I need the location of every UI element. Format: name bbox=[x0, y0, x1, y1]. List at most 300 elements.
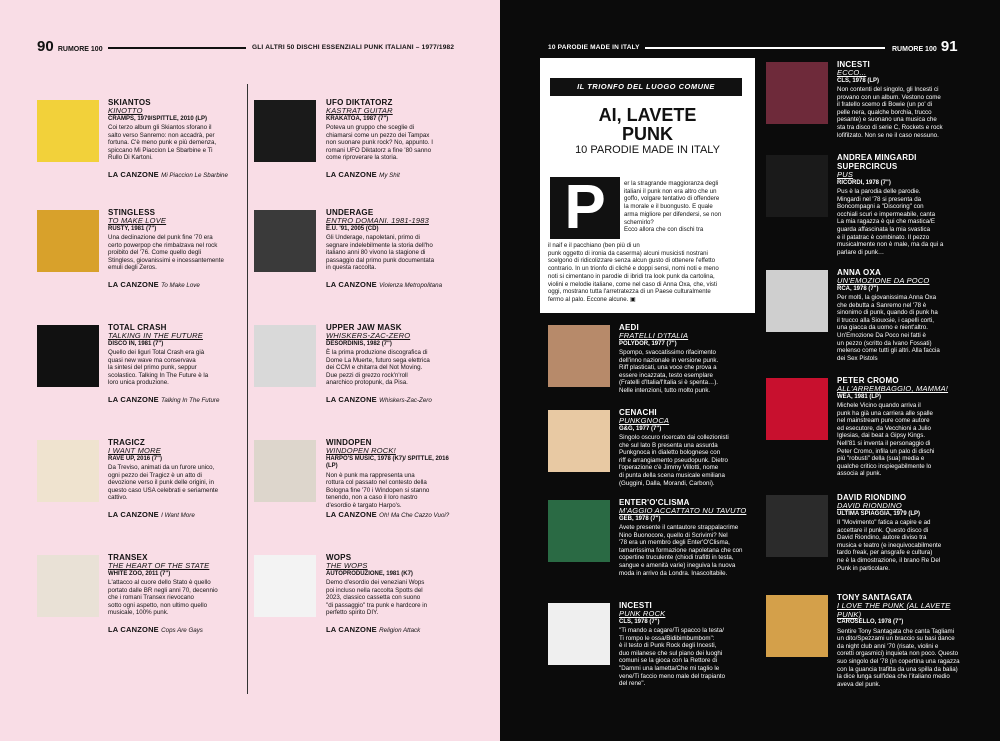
album-review bbox=[619, 524, 755, 577]
song-title: Whiskers-Zac-Zero bbox=[379, 397, 432, 404]
text-line: ogni pezzo dei Tragicz è un atto di bbox=[108, 471, 202, 479]
text-line: Michele Vicino quando arriva il bbox=[837, 402, 921, 410]
album-title: KINOTTO bbox=[108, 106, 143, 115]
text-line: occhiali scuri e impermeabile, canta bbox=[837, 210, 936, 218]
text-line: violini e melodie italiane, come nel caso di Anna Oxa, che, visti bbox=[548, 280, 718, 288]
text-line: italiano anni 80 vivono la stagione di bbox=[326, 249, 426, 257]
band-name: WINDOPEN bbox=[326, 438, 372, 447]
text-line: il trucco alla Siouxsie, i capelli corti, bbox=[837, 316, 934, 324]
featured-song bbox=[108, 281, 243, 290]
album-review bbox=[619, 434, 755, 487]
text-line: L'attacco al cuore dello Stato è quello bbox=[108, 579, 211, 587]
song-label: LA CANZONE bbox=[326, 625, 380, 634]
text-line: "Dammi una lametta/Che mi taglio le bbox=[619, 665, 720, 673]
text-line: Iglesias, dai beat a Gipsy Kings. bbox=[837, 432, 926, 440]
text-line: italiani il punk non era altro che un bbox=[624, 187, 717, 195]
text-line: fortuna. C'è meno punk e più demenza, bbox=[108, 139, 217, 147]
album-meta: RICORDI, 1978 (7") bbox=[837, 179, 891, 186]
album-review bbox=[837, 86, 977, 139]
featured-song bbox=[108, 511, 243, 520]
album-title: UN'EMOZIONE DA POCO bbox=[837, 276, 930, 285]
text-line: con la guancia trafitta da una spilla da balia) bbox=[837, 665, 958, 673]
feature-body-intro bbox=[624, 180, 750, 234]
album-text bbox=[326, 323, 456, 387]
album-meta: RCA, 1978 (7") bbox=[837, 285, 879, 292]
album-text bbox=[837, 593, 977, 688]
band-name: UPPER JAW MASK bbox=[326, 323, 402, 332]
album-review bbox=[108, 464, 243, 502]
text-line: dei Sex Pistols bbox=[837, 354, 878, 362]
text-line: proibito del '76. Come quello degli bbox=[108, 249, 202, 257]
text-line: musica e teatro (e inequivocabilmente bbox=[837, 541, 942, 549]
text-line: cattivo. bbox=[108, 494, 128, 502]
album-text bbox=[326, 553, 456, 617]
band-name: PETER CROMO bbox=[837, 376, 899, 385]
album-title: TO MAKE LOVE bbox=[108, 216, 167, 225]
album-review bbox=[108, 349, 243, 387]
header-left: GLI ALTRI 50 DISCHI ESSENZIALI PUNK ITALIANI – 1977/1982 bbox=[252, 44, 455, 51]
page-number-left: 90 RUMORE 100 bbox=[37, 38, 103, 55]
album-title: THE WOPS bbox=[326, 561, 368, 570]
text-line: Gli Underage, napoletani, primo di bbox=[326, 234, 420, 242]
text-line: dell'inno nazionale in versione punk. bbox=[619, 356, 719, 364]
song-label: LA CANZONE bbox=[326, 395, 380, 404]
text-line: aveva del punk. bbox=[837, 680, 881, 688]
text-line: la morale e il buongusto. E quale bbox=[624, 203, 713, 211]
album-cover bbox=[37, 325, 99, 387]
text-line: (Guggini, Dalla, Morandi, Carboni). bbox=[619, 479, 715, 487]
album-meta: CLS, 1978 (7") bbox=[619, 618, 660, 625]
album-title: ALL'ARREMBAGGIO, MAMMA! bbox=[837, 384, 949, 393]
text-line: pesante) e suonano una musica che bbox=[837, 116, 937, 124]
text-line: Demo d'esordio dei veneziani Wops bbox=[326, 579, 425, 587]
album-meta: CLS, 1978 (LP) bbox=[837, 77, 880, 84]
text-line: l'operazione c'è Jimmy Villotti, nome bbox=[619, 464, 719, 472]
text-line: che debutta a Sanremo nel '78 è bbox=[837, 301, 927, 309]
text-line: un pezzo (scritto da Ivano Fossati) bbox=[837, 339, 932, 347]
text-line: Sentire Tony Santagata che canta Tagliami bbox=[837, 627, 955, 635]
album-cover bbox=[548, 500, 610, 562]
album-cover bbox=[37, 100, 99, 162]
album-text bbox=[108, 323, 243, 387]
text-line: Poteva un gruppo che sceglie di bbox=[326, 124, 415, 132]
text-line: dei CCM e chitarra del Not Moving. bbox=[326, 364, 423, 372]
song-label: LA CANZONE bbox=[326, 280, 380, 289]
song-title: Religion Attack bbox=[379, 627, 421, 634]
song-label: LA CANZONE bbox=[108, 395, 162, 404]
text-line: rottura col passato nel contesto della bbox=[326, 479, 427, 487]
text-line: '78 era un membro degli Enter'O'Clisma, bbox=[619, 539, 730, 547]
album-meta: HARPO'S MUSIC, 1978 (K7)/ SPITTLE, 2016 (LP) bbox=[326, 455, 449, 470]
text-line: (Fratelli d'Italia/l'Italia si è spenta…). bbox=[619, 379, 718, 387]
band-name: INCESTI bbox=[837, 60, 870, 69]
album-text bbox=[619, 408, 755, 487]
text-line: arma migliore per difendersi, se non bbox=[624, 210, 722, 218]
text-line: non suonare punk rock? No, appunto. I bbox=[326, 139, 433, 147]
text-line: David Riondino, autore diviso tra bbox=[837, 534, 927, 542]
album-review bbox=[619, 627, 755, 688]
text-line: chiamarsi come un pezzo dei Tampax bbox=[326, 131, 430, 139]
song-title: Mi Piaccion Le Sbarbine bbox=[161, 172, 228, 179]
text-line: certo powerpop che rimbalzava nel rock bbox=[108, 241, 218, 249]
text-line: punk ha già una carriera alle spalle bbox=[837, 409, 933, 417]
album-meta: DESORDINIS, 1982 (7") bbox=[326, 340, 392, 347]
text-line: Dome La Muerte, futuro sega elettrica bbox=[326, 356, 430, 364]
featured-song bbox=[326, 396, 456, 405]
text-line: Rullo Di Kartoni. bbox=[108, 154, 153, 162]
text-line: sinonimo di punk, quando di punk ha bbox=[837, 309, 938, 317]
band-name: DAVID RIONDINO bbox=[837, 493, 907, 502]
album-title: TALKING IN THE FUTURE bbox=[108, 331, 203, 340]
album-review bbox=[108, 579, 243, 617]
album-meta: WHITE ZOO, 2011 (7") bbox=[108, 570, 171, 577]
text-line: qualche critico inspiegabilmente lo bbox=[837, 462, 932, 470]
song-label: LA CANZONE bbox=[108, 510, 162, 519]
text-line: essere incazzata, testo esemplare bbox=[619, 371, 713, 379]
text-line: Punkgnoca in dialetto bolognese con bbox=[619, 449, 721, 457]
album-review bbox=[326, 349, 456, 387]
album-cover bbox=[254, 100, 316, 162]
album-review bbox=[108, 234, 243, 272]
album-meta: RUSTY, 1981 (7") bbox=[108, 225, 157, 232]
feature-title: AI, LAVETE PUNK bbox=[598, 105, 697, 144]
text-line: Mingardi nel '78 si presenta da bbox=[837, 195, 922, 203]
text-line: coretti orgasmici) inquieta non poco. Questo bbox=[837, 650, 959, 658]
text-line: schernirlo? bbox=[624, 218, 654, 226]
album-cover bbox=[37, 440, 99, 502]
text-line: scolastico. Talking In The Future è la bbox=[108, 371, 209, 379]
featured-song bbox=[108, 626, 243, 635]
album-cover bbox=[766, 270, 828, 332]
song-title: Violenza Metropolitana bbox=[379, 282, 443, 289]
text-line: devozione verso il punk delle origini, in bbox=[108, 479, 214, 487]
text-line: Nino Buonocore, quello di Scrivimi? Nel bbox=[619, 531, 728, 539]
text-line: moda in arrivo da Londra. Inascoltabile. bbox=[619, 569, 728, 577]
album-meta: ULTIMA SPIAGGIA, 1979 (LP) bbox=[837, 510, 921, 517]
album-review bbox=[837, 294, 977, 362]
text-line: 2023, classico cassetta con suono bbox=[326, 594, 421, 602]
text-line: Avete presente il cantautore strappalacrime bbox=[619, 524, 739, 532]
text-line: Ecco allora che con dischi tra bbox=[624, 226, 704, 234]
band-name: AEDI bbox=[619, 323, 639, 332]
album-cover bbox=[37, 555, 99, 617]
album-title: ENTRO DOMANI. 1981-1983 bbox=[326, 216, 429, 225]
song-label: LA CANZONE bbox=[108, 625, 162, 634]
album-text bbox=[108, 438, 243, 502]
album-title: PUNK ROCK bbox=[619, 609, 666, 618]
album-cover bbox=[254, 555, 316, 617]
text-line: la dice lunga sull'idea che l'italiano medio bbox=[837, 673, 950, 681]
text-line: un dito/Spezzami un braccio su basi dance bbox=[837, 635, 955, 643]
text-line: noti si cimentano in parodie di ibridi tra look punk da cartolina, bbox=[548, 272, 715, 280]
text-line: tardo freak, per ansgrafe e cultura) bbox=[837, 549, 933, 557]
text-line: portato dalle BR negli anni 70, decennio bbox=[108, 586, 218, 594]
text-line: contrario. In un trionfo di cliché e doppi sensi, nomi noti e meno bbox=[548, 265, 719, 273]
text-line: guarda affascinata la mia svastica bbox=[837, 226, 931, 234]
album-text bbox=[108, 98, 243, 162]
album-meta: RAVE UP, 2016 (7") bbox=[108, 455, 162, 462]
text-line: Il "Movimento" fatica a capire e ad bbox=[837, 519, 931, 527]
album-meta: AUTOPRODUZIONE, 1981 (K7) bbox=[326, 570, 413, 577]
album-cover bbox=[548, 410, 610, 472]
featured-song bbox=[108, 171, 243, 180]
album-text bbox=[837, 493, 977, 572]
text-line: ne è la dimostrazione, il brano Re Del bbox=[837, 557, 941, 565]
text-line: sangue e amenità varie) ineguiva la nuova bbox=[619, 562, 736, 570]
text-line: oggi, mostrano tutta l'arretratezza di un Paese culturalmente bbox=[548, 288, 711, 296]
album-review bbox=[326, 124, 456, 162]
album-title: FRATELLI D'ITALIA bbox=[619, 331, 689, 340]
header-rule-left bbox=[108, 47, 246, 49]
album-meta: WEA, 1981 (LP) bbox=[837, 393, 882, 400]
text-line: accettare il punk. Questo disco di bbox=[837, 526, 929, 534]
text-line: sta tra disco di serie C, Rockets e rock bbox=[837, 124, 943, 132]
text-line: Due pezzi di grezzo rock'n'roll bbox=[326, 371, 408, 379]
text-line: La mia ragazza è qui che mastica/E bbox=[837, 218, 936, 226]
featured-song bbox=[108, 396, 243, 405]
album-cover bbox=[766, 62, 828, 124]
band-name: ANNA OXA bbox=[837, 268, 881, 277]
text-line: Da Treviso, animati da un furore unico, bbox=[108, 464, 215, 472]
text-line: che i romani Transex rievocano bbox=[108, 594, 194, 602]
band-name: WOPS bbox=[326, 553, 352, 562]
text-line: di punta della scena musicale emiliana bbox=[619, 472, 725, 480]
text-line: Pus è la parodia delle parodie. bbox=[837, 188, 921, 196]
text-line: il fratello scemo di Bowie (un po' di bbox=[837, 101, 933, 109]
text-line: Peter Cromo, infila un palo di dischi bbox=[837, 447, 935, 455]
feature-kicker: IL TRIONFO DEL LUOGO COMUNE bbox=[550, 78, 742, 96]
album-title: WINDOPEN ROCK! bbox=[326, 446, 396, 455]
album-review bbox=[108, 124, 243, 162]
album-meta: DISCO IN, 1981 (7") bbox=[108, 340, 164, 347]
album-meta: E.U. '91, 2005 (CD) bbox=[326, 225, 379, 232]
album-meta: CRAMPS, 1979/SPITTLE, 2010 (LP) bbox=[108, 115, 208, 122]
text-line: parlare di punk… bbox=[837, 248, 885, 256]
text-line: associa al punk. bbox=[837, 470, 882, 478]
song-label: LA CANZONE bbox=[108, 280, 162, 289]
text-line: Spompo, svaccatissimo rifacimento bbox=[619, 349, 716, 357]
text-line: ed esecutore, da Vecchioni a Julio bbox=[837, 424, 931, 432]
album-cover bbox=[548, 603, 610, 665]
album-text bbox=[837, 268, 977, 362]
text-line: Non è punk ma rappresenta una bbox=[326, 471, 415, 479]
band-name: STINGLESS bbox=[108, 208, 156, 217]
song-label: LA CANZONE bbox=[326, 510, 380, 519]
text-line: segnare indelebilmente la storia dell'ho bbox=[326, 241, 433, 249]
album-title: PUS bbox=[837, 170, 854, 179]
dropcap: P bbox=[550, 177, 620, 239]
album-title: WHISKERS-ZAC-ZERO bbox=[326, 331, 411, 340]
album-review bbox=[326, 472, 456, 510]
text-line: Singolo oscuro ricercato dai collezionisti bbox=[619, 434, 729, 442]
text-line: del rene". bbox=[619, 680, 646, 688]
album-text bbox=[326, 208, 456, 272]
feature-subtitle: 10 PARODIE MADE IN ITALY bbox=[575, 144, 720, 156]
text-line: da night club anni '70 (risate, violini e bbox=[837, 642, 939, 650]
album-text bbox=[326, 438, 456, 510]
album-review bbox=[837, 519, 977, 572]
album-review bbox=[837, 188, 977, 256]
text-line: tamarrissima formazione napoletana che con bbox=[619, 546, 743, 554]
album-title: M'AGGIO ACCATTATO NU TAVUTO bbox=[619, 506, 747, 515]
album-text bbox=[108, 208, 243, 272]
album-cover bbox=[766, 155, 828, 217]
text-line: Nelle intenzioni, tutto molto punk. bbox=[619, 387, 711, 395]
band-name: UNDERAGE bbox=[326, 208, 374, 217]
header-rule-right bbox=[645, 47, 885, 49]
album-cover bbox=[254, 440, 316, 502]
text-line: lofifilzato. Non se ne il caso nessuno. bbox=[837, 131, 939, 139]
band-name: INCESTI bbox=[619, 601, 652, 610]
text-line: provano con un album. Vestono come bbox=[837, 93, 941, 101]
text-line: Un'Emozione Da Poco nei fatti è bbox=[837, 332, 926, 340]
band-name: ENTER'O'CLISMA bbox=[619, 498, 690, 507]
text-line: riff e arrangiamento pseudopunk. Dietro bbox=[619, 456, 728, 464]
band-name: CENACHI bbox=[619, 408, 657, 417]
text-line: Stingless, giovanissimi e incessantemente bbox=[108, 256, 224, 264]
album-cover bbox=[37, 210, 99, 272]
text-line: "Ti mando a cagare/Ti spacco la testa/ bbox=[619, 627, 724, 635]
page-number-right: RUMORE 100 91 bbox=[892, 38, 958, 55]
text-line: Quello dei liguri Total Crash era già bbox=[108, 349, 205, 357]
text-line: comuni se la gioca con la Rettore di bbox=[619, 657, 718, 665]
featured-song bbox=[326, 511, 456, 520]
album-review bbox=[837, 402, 977, 478]
text-line: punk oggetto di ironia da caserma) alcuni musicisti nostrani bbox=[548, 249, 708, 257]
text-line: Una declinazione del punk fine '70 era bbox=[108, 234, 213, 242]
band-name: TOTAL CRASH bbox=[108, 323, 167, 332]
band-name: ANDREA MINGARDI SUPERCIRCUS bbox=[837, 153, 917, 171]
album-text bbox=[837, 376, 977, 478]
album-text bbox=[837, 60, 977, 139]
album-title: PUNKGNOCA bbox=[619, 416, 670, 425]
text-line: Per molti, la giovanissima Anna Oxa bbox=[837, 294, 937, 302]
text-line: il naif e il pacchiano (ben più di un bbox=[548, 242, 640, 249]
song-title: To Make Love bbox=[161, 282, 200, 289]
text-line: quasi new wave ma conservava bbox=[108, 356, 196, 364]
text-line: Punk in particolare. bbox=[837, 564, 890, 572]
text-line: musicale, 100% punk. bbox=[108, 609, 169, 617]
song-title: Talking In The Future bbox=[161, 397, 220, 404]
text-line: passaggio dal primo punk documentata bbox=[326, 256, 435, 264]
text-line: scelgono di ridicolizzare senza alcun gusto di ottenere l'effetto bbox=[548, 257, 716, 265]
text-line: È la prima produzione discografica di bbox=[326, 349, 428, 357]
text-line: nel mainstream pure come autore bbox=[837, 417, 930, 425]
album-cover bbox=[766, 595, 828, 657]
text-line: duo milanese che sul piano dei luoghi bbox=[619, 649, 723, 657]
album-meta: KRAKATOA, 1987 (7") bbox=[326, 115, 389, 122]
song-label: LA CANZONE bbox=[326, 170, 380, 179]
featured-song bbox=[326, 626, 456, 635]
text-line: poi incluso nella raccolta Spotts del bbox=[326, 586, 423, 594]
album-cover bbox=[254, 210, 316, 272]
header-right: 10 PARODIE MADE IN ITALY bbox=[548, 44, 640, 51]
band-name: TRANSEX bbox=[108, 553, 148, 562]
album-meta: CAROSELLO, 1978 (7") bbox=[837, 619, 904, 625]
song-title: Cops Are Gays bbox=[161, 627, 203, 634]
album-text bbox=[837, 153, 977, 256]
album-text bbox=[619, 498, 755, 577]
text-line: la sintesi del primo punk, seppur bbox=[108, 364, 197, 372]
featured-song bbox=[326, 171, 456, 180]
text-line: salto verso Sanremo: non accadrà, per bbox=[108, 131, 215, 139]
text-line: sotto ogni aspetto, non ultimo quello bbox=[108, 601, 208, 609]
text-line: Riff plasticati, una voce che prova a bbox=[619, 364, 717, 372]
album-review bbox=[837, 628, 977, 689]
text-line: copertine truculente (chiodi trafitti in testa, bbox=[619, 554, 734, 562]
text-line: er la stragrande maggioranza degli bbox=[624, 180, 719, 187]
album-meta: G&G, 1977 (7") bbox=[619, 425, 662, 432]
text-line: suo singolo del '78 (in copertina una ragazza bbox=[837, 657, 960, 665]
featured-song bbox=[326, 281, 456, 290]
text-line: d'esordio è targato Harpo's. bbox=[326, 502, 402, 510]
text-line: spiccano Mi Piaccion Le Sbarbine e Ti bbox=[108, 146, 213, 154]
text-line: Boncompagni a "Discoring" con bbox=[837, 203, 924, 211]
album-title: KASTRAT GUITAR bbox=[326, 106, 393, 115]
text-line: Ti rompo le ossa/Bidibimbumbom": bbox=[619, 634, 715, 642]
band-name: TONY SANTAGATA bbox=[837, 593, 913, 602]
text-line: Non contenti del singolo, gli Incesti ci bbox=[837, 86, 939, 94]
text-line: romani UFO Diktatorz a fine '80 sanno bbox=[326, 146, 432, 154]
album-cover bbox=[766, 495, 828, 557]
album-text bbox=[326, 98, 456, 162]
song-title: I Want More bbox=[161, 512, 195, 519]
album-cover bbox=[766, 378, 828, 440]
song-title: Oh! Ma Che Cazzo Vuoi? bbox=[379, 512, 450, 519]
album-meta: POLYDOR, 1977 (7") bbox=[619, 340, 677, 347]
album-meta: GEB, 1978 (7") bbox=[619, 515, 661, 522]
text-line: fermo al palo. Eccone alcune. ▣ bbox=[548, 295, 636, 303]
album-review bbox=[619, 349, 755, 395]
album-review bbox=[326, 579, 456, 617]
text-line: e il patatrac è combinato. Il pezzo bbox=[837, 233, 930, 241]
text-line: che sul lato B presenta una assurda bbox=[619, 441, 718, 449]
text-line: tenendo, non a caso il loro nastro bbox=[326, 494, 418, 502]
text-line: Bologna fine '70 i Windopen si stanno bbox=[326, 486, 430, 494]
text-line: musicalmente non è male, ma da qui a bbox=[837, 241, 944, 249]
feature-body bbox=[548, 242, 750, 304]
album-title: I LOVE THE PUNK (AL LAVETE PUNK) bbox=[837, 601, 951, 619]
album-title: THE HEART OF THE STATE bbox=[108, 561, 210, 570]
text-line: pelle nera, qualche borchia, trucco bbox=[837, 108, 932, 116]
album-cover bbox=[548, 325, 610, 387]
text-line: anarchico protopunk, da Pisa. bbox=[326, 379, 408, 387]
text-line: melenso come tutti gli altri. Alla faccia bbox=[837, 347, 940, 355]
column-divider bbox=[247, 84, 248, 694]
text-line: una giacca da uomo e nient'altro. bbox=[837, 324, 928, 332]
album-text bbox=[619, 323, 755, 395]
band-name: UFO DIKTATORZ bbox=[326, 98, 393, 107]
album-text bbox=[619, 601, 755, 688]
album-text bbox=[108, 553, 243, 617]
text-line: come riproverare la storia. bbox=[326, 154, 398, 162]
song-label: LA CANZONE bbox=[108, 170, 162, 179]
album-title: DAVID RIONDINO bbox=[837, 501, 902, 510]
album-cover bbox=[254, 325, 316, 387]
text-line: perfetto spirito DIY. bbox=[326, 609, 379, 617]
text-line: questo caso USA celebrati e seriamente bbox=[108, 486, 219, 494]
band-name: TRAGICZ bbox=[108, 438, 145, 447]
text-line: loro unica produzione. bbox=[108, 379, 169, 387]
text-line: Coi terzo album gli Skiantos sforano il bbox=[108, 124, 212, 132]
band-name: SKIANTOS bbox=[108, 98, 151, 107]
text-line: emuli degli Zeros. bbox=[108, 264, 157, 272]
text-line: più "robusti" della (sua) media e bbox=[837, 455, 925, 463]
text-line: vene/Ti faccio meno male del trapianto bbox=[619, 672, 726, 680]
text-line: in questa raccolta. bbox=[326, 264, 377, 272]
text-line: goffo, volgare tentativo di offendere bbox=[624, 195, 720, 203]
album-title: ECCO... bbox=[837, 68, 867, 77]
